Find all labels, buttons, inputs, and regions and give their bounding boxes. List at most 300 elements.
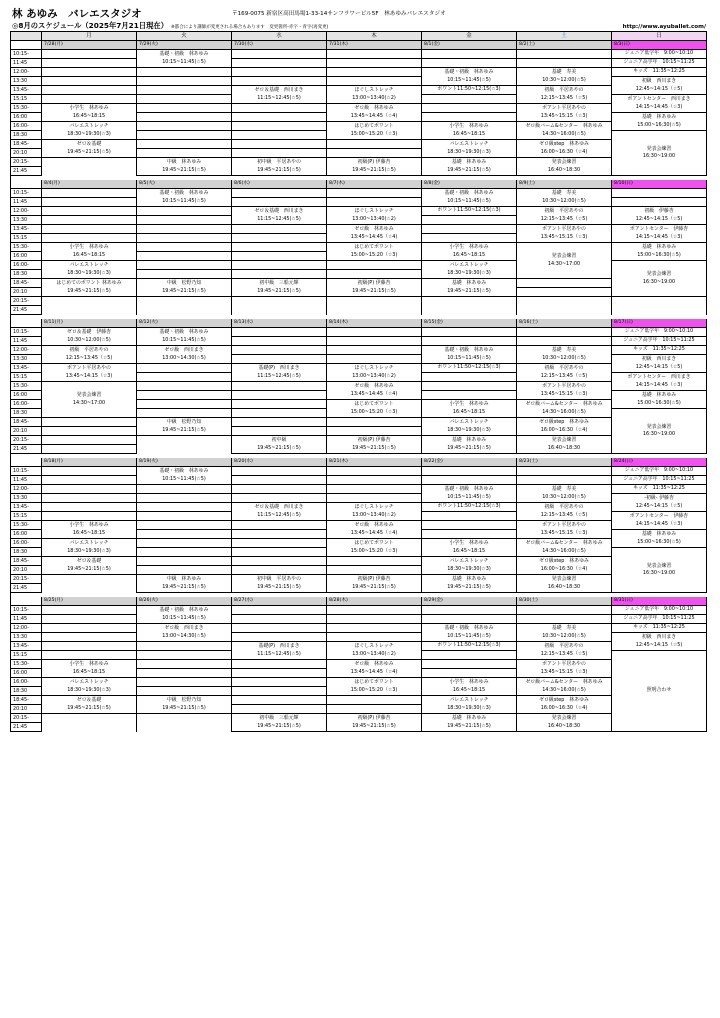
empty-slot xyxy=(42,95,136,104)
day-header-cell: 火 xyxy=(137,32,232,41)
time-slot-label: 15:15 xyxy=(11,373,41,382)
class-entry-line: 15:00~15:20（☆3) xyxy=(350,686,398,693)
class-entry[interactable] xyxy=(612,68,706,77)
class-entry[interactable] xyxy=(327,158,421,176)
class-entry[interactable] xyxy=(422,485,516,503)
class-entry[interactable] xyxy=(42,243,136,261)
empty-slot xyxy=(232,521,326,530)
empty-slot xyxy=(232,337,326,346)
class-entry-line: 13:00~13:40(☆2) xyxy=(352,94,396,101)
class-entry[interactable] xyxy=(517,243,611,279)
class-entry[interactable] xyxy=(517,346,611,364)
class-entry[interactable] xyxy=(327,225,421,243)
class-entry[interactable] xyxy=(517,207,611,225)
class-entry-line: 13:00~13:40(☆2) xyxy=(352,215,396,222)
class-entry-line: 10:15~11:45(☆5) xyxy=(447,76,491,83)
class-entry[interactable] xyxy=(612,633,706,651)
empty-slot xyxy=(137,409,231,418)
empty-slot xyxy=(422,59,516,68)
class-entry-line: 発表会練習 xyxy=(551,159,577,165)
class-entry[interactable] xyxy=(42,696,136,714)
empty-slot xyxy=(517,288,611,297)
empty-slot xyxy=(422,95,516,104)
class-entry[interactable] xyxy=(422,122,516,140)
class-entry[interactable] xyxy=(612,409,706,454)
class-entry-line: 基礎 林あゆみ xyxy=(641,114,677,120)
empty-slot xyxy=(422,512,516,521)
class-entry[interactable] xyxy=(42,382,136,418)
class-entry-line: 13:00~13:40(☆2) xyxy=(352,650,396,657)
class-entry[interactable] xyxy=(612,113,706,131)
time-slot-label: 13:30 xyxy=(11,355,41,364)
class-entry-line: 発表会練習 xyxy=(646,145,672,152)
day-column xyxy=(327,41,422,176)
class-entry[interactable] xyxy=(42,678,136,696)
class-entry-line: 19:45~21:15(☆5) xyxy=(352,444,396,451)
class-entry[interactable] xyxy=(422,189,516,207)
class-entry[interactable] xyxy=(422,575,516,593)
empty-slot xyxy=(422,382,516,391)
date-cell: 8/12(火) xyxy=(137,319,231,328)
class-entry[interactable] xyxy=(517,382,611,400)
class-entry-line: 基礎・初級 林あゆみ xyxy=(159,607,209,613)
class-entry-line: 10:15~11:45(☆5) xyxy=(447,354,491,361)
class-entry-line: 基礎・初級 林あゆみ xyxy=(444,190,494,196)
class-entry[interactable] xyxy=(517,678,611,696)
date-cell: 8/3(日) xyxy=(612,41,706,50)
empty-slot xyxy=(327,261,421,270)
class-entry[interactable] xyxy=(422,400,516,418)
website-link[interactable]: http://www.ayuballet.com/ xyxy=(622,24,706,30)
class-entry-line: ゼロ＆基礎 西川まき xyxy=(254,87,304,93)
class-entry[interactable] xyxy=(517,624,611,642)
class-entry[interactable] xyxy=(42,328,136,346)
class-entry[interactable] xyxy=(232,207,326,225)
class-entry-line: ポワント11:50~12:15(☆3) xyxy=(437,642,501,649)
class-entry-line: はじめてポワント xyxy=(354,123,394,129)
class-entry[interactable] xyxy=(517,485,611,503)
class-entry[interactable] xyxy=(327,642,421,660)
empty-slot xyxy=(137,391,231,400)
empty-slot xyxy=(327,189,421,198)
empty-slot xyxy=(232,382,326,391)
empty-slot xyxy=(232,391,326,400)
class-entry[interactable] xyxy=(42,364,136,382)
day-column xyxy=(422,41,517,176)
class-entry-line: 初級 西川まき xyxy=(641,78,677,84)
class-entry[interactable] xyxy=(612,50,706,59)
class-entry[interactable] xyxy=(612,346,706,355)
class-entry[interactable] xyxy=(612,59,706,68)
day-column xyxy=(327,458,422,593)
date-cell: 8/7(木) xyxy=(327,180,421,189)
class-entry[interactable] xyxy=(422,86,516,95)
empty-slot xyxy=(232,409,326,418)
empty-slot xyxy=(42,68,136,77)
empty-slot xyxy=(232,189,326,198)
empty-slot xyxy=(422,234,516,243)
week-block xyxy=(11,597,707,732)
class-entry[interactable] xyxy=(327,539,421,557)
class-entry[interactable] xyxy=(422,140,516,158)
empty-slot xyxy=(327,328,421,337)
empty-slot xyxy=(232,104,326,113)
class-entry[interactable] xyxy=(612,651,706,732)
date-cell: 8/28(木) xyxy=(327,597,421,606)
class-entry[interactable] xyxy=(612,391,706,409)
empty-slot xyxy=(422,521,516,530)
class-entry-line: ゼロ級バーム&センター 林あゆみ xyxy=(525,401,603,407)
class-entry[interactable] xyxy=(612,494,706,512)
class-entry-line: 中級 林あゆみ xyxy=(166,159,202,165)
class-entry-line: ほぐしストレッチ xyxy=(354,87,394,93)
class-entry[interactable] xyxy=(137,279,231,297)
class-entry[interactable] xyxy=(42,521,136,539)
class-entry-line: 18:30~19:30(☆3) xyxy=(67,269,111,276)
time-slot-label: 11:45 xyxy=(11,615,41,624)
class-entry[interactable] xyxy=(137,158,231,176)
class-entry-line: 14:15~14:45（☆3) xyxy=(635,233,683,240)
class-entry[interactable] xyxy=(517,642,611,660)
class-entry-line: 15:00~16:30(☆5) xyxy=(637,538,681,545)
time-slot-label: 16:00 xyxy=(11,391,41,400)
class-entry-line: 19:45~21:15(☆5) xyxy=(67,287,111,294)
class-entry[interactable] xyxy=(517,104,611,122)
class-entry[interactable] xyxy=(137,50,231,68)
class-entry[interactable] xyxy=(422,207,516,216)
class-entry[interactable] xyxy=(232,642,326,660)
class-entry-line: 19:45~21:15(☆5) xyxy=(352,166,396,173)
class-entry[interactable] xyxy=(232,503,326,521)
day-column xyxy=(137,41,232,176)
class-entry[interactable] xyxy=(232,364,326,382)
class-entry[interactable] xyxy=(137,624,231,642)
class-entry[interactable] xyxy=(517,400,611,418)
class-entry[interactable] xyxy=(42,122,136,140)
class-entry[interactable] xyxy=(327,243,421,261)
class-entry[interactable] xyxy=(517,68,611,86)
class-entry[interactable] xyxy=(612,548,706,593)
class-entry[interactable] xyxy=(137,346,231,364)
class-entry[interactable] xyxy=(422,642,516,651)
class-entry[interactable] xyxy=(517,539,611,557)
class-entry[interactable] xyxy=(517,557,611,575)
empty-slot xyxy=(137,566,231,575)
class-entry[interactable] xyxy=(327,714,421,732)
class-entry[interactable] xyxy=(327,575,421,593)
class-entry[interactable] xyxy=(327,86,421,104)
class-entry[interactable] xyxy=(137,575,231,593)
time-date-spacer xyxy=(11,458,41,467)
class-entry[interactable] xyxy=(517,122,611,140)
class-entry[interactable] xyxy=(612,624,706,633)
class-entry[interactable] xyxy=(422,436,516,454)
class-entry-line: 16:40~18:30 xyxy=(547,583,581,590)
class-entry[interactable] xyxy=(517,86,611,104)
class-entry-line: 13:45~15:15（☆3) xyxy=(540,529,588,536)
class-entry-line: ゼロ級step 林あゆみ xyxy=(539,141,589,147)
empty-slot xyxy=(137,539,231,548)
class-entry[interactable] xyxy=(612,485,706,494)
class-entry[interactable] xyxy=(517,575,611,593)
date-cell: 8/25(月) xyxy=(42,597,136,606)
empty-slot xyxy=(137,400,231,409)
class-entry-line: 発表会練習 xyxy=(551,576,577,582)
class-entry-line: 中級 林あゆみ xyxy=(166,576,202,582)
empty-slot xyxy=(422,530,516,539)
class-entry[interactable] xyxy=(422,696,516,714)
class-entry[interactable] xyxy=(327,660,421,678)
empty-slot xyxy=(232,660,326,669)
date-cell: 8/30(土) xyxy=(517,597,611,606)
class-entry[interactable] xyxy=(422,557,516,575)
day-header-cell: 土 xyxy=(517,32,612,41)
empty-slot xyxy=(232,530,326,539)
empty-slot xyxy=(137,651,231,660)
empty-slot xyxy=(137,485,231,494)
date-cell: 8/24(日) xyxy=(612,458,706,467)
class-entry[interactable] xyxy=(327,279,421,297)
class-entry[interactable] xyxy=(42,660,136,678)
class-entry-line: ポアントセンター 西川まき xyxy=(627,374,691,380)
class-entry-line: 小学生 林あゆみ xyxy=(449,401,489,407)
class-entry[interactable] xyxy=(327,104,421,122)
class-entry[interactable] xyxy=(422,714,516,732)
class-entry[interactable] xyxy=(327,436,421,454)
class-entry[interactable] xyxy=(612,606,706,615)
class-entry[interactable] xyxy=(422,261,516,279)
class-entry[interactable] xyxy=(612,337,706,346)
class-entry[interactable] xyxy=(612,243,706,261)
date-cell: 8/19(火) xyxy=(137,458,231,467)
class-entry-line: 15:00~15:20（☆3) xyxy=(350,251,398,258)
class-entry-line: 16:45~18:15 xyxy=(72,529,106,536)
class-entry[interactable] xyxy=(517,660,611,678)
day-column xyxy=(42,597,137,732)
empty-slot xyxy=(137,512,231,521)
empty-slot xyxy=(137,68,231,77)
class-entry[interactable] xyxy=(517,714,611,732)
empty-slot xyxy=(422,660,516,669)
class-entry[interactable] xyxy=(517,696,611,714)
date-cell: 8/6(水) xyxy=(232,180,326,189)
class-entry-line: 18:30~19:30(☆3) xyxy=(447,565,491,572)
day-column xyxy=(422,458,517,593)
class-entry[interactable] xyxy=(42,539,136,557)
class-entry[interactable] xyxy=(612,373,706,391)
day-column xyxy=(42,319,137,454)
class-entry[interactable] xyxy=(612,131,706,176)
empty-slot xyxy=(517,328,611,337)
class-entry-line: 13:45~14:15（☆3) xyxy=(65,372,113,379)
class-entry-line: ほぐしストレッチ xyxy=(354,643,394,649)
empty-slot xyxy=(232,252,326,261)
empty-slot xyxy=(232,50,326,59)
class-entry[interactable] xyxy=(42,279,136,297)
class-entry[interactable] xyxy=(137,696,231,714)
class-entry-line: 13:00~13:40(☆2) xyxy=(352,372,396,379)
empty-slot xyxy=(137,86,231,95)
class-entry[interactable] xyxy=(517,225,611,243)
class-entry-line: ポアント平居あやの xyxy=(542,105,586,111)
class-entry[interactable] xyxy=(422,539,516,557)
class-entry[interactable] xyxy=(232,279,326,297)
class-entry[interactable] xyxy=(422,346,516,364)
class-entry[interactable] xyxy=(422,418,516,436)
time-slot-label: 16:00 xyxy=(11,252,41,261)
time-slot-label: 18:45- xyxy=(11,418,41,427)
class-entry[interactable] xyxy=(612,95,706,113)
empty-slot xyxy=(42,642,136,651)
class-entry[interactable] xyxy=(517,158,611,176)
class-entry[interactable] xyxy=(612,261,706,297)
class-entry[interactable] xyxy=(422,68,516,86)
class-entry[interactable] xyxy=(517,521,611,539)
date-cell: 7/28(月) xyxy=(42,41,136,50)
empty-slot xyxy=(327,615,421,624)
class-entry[interactable] xyxy=(422,678,516,696)
empty-slot xyxy=(517,337,611,346)
class-entry[interactable] xyxy=(422,279,516,297)
class-entry-line: 19:45~21:15(☆5) xyxy=(352,722,396,729)
class-entry[interactable] xyxy=(612,77,706,95)
class-entry[interactable] xyxy=(517,436,611,454)
class-entry[interactable] xyxy=(232,714,326,732)
class-entry[interactable] xyxy=(422,158,516,176)
class-entry[interactable] xyxy=(327,521,421,539)
class-entry[interactable] xyxy=(42,140,136,158)
class-entry[interactable] xyxy=(137,606,231,624)
class-entry-line: ジュニア高学年 10:15~11:25 xyxy=(623,615,695,622)
class-entry[interactable] xyxy=(612,530,706,548)
class-entry-line: バレエストレッチ xyxy=(69,262,109,268)
class-entry[interactable] xyxy=(517,140,611,158)
class-entry[interactable] xyxy=(42,346,136,364)
class-entry-line: 14:30~16:00(☆5) xyxy=(542,547,586,554)
class-entry[interactable] xyxy=(327,503,421,521)
class-entry-line: 14:30~16:00(☆5) xyxy=(542,130,586,137)
class-entry-line: 16:30~19:00 xyxy=(642,570,676,576)
day-column xyxy=(137,319,232,454)
date-cell: 8/2(土) xyxy=(517,41,611,50)
class-entry[interactable] xyxy=(612,467,706,476)
class-entry[interactable] xyxy=(137,189,231,207)
class-entry[interactable] xyxy=(327,678,421,696)
class-entry-line: -初級- 伊藤杏 xyxy=(644,495,674,501)
time-slot-label: 15:30- xyxy=(11,521,41,530)
class-entry[interactable] xyxy=(137,418,231,436)
class-entry[interactable] xyxy=(42,104,136,122)
class-entry[interactable] xyxy=(517,418,611,436)
class-entry-line: 13:00~13:40(☆2) xyxy=(352,511,396,518)
class-entry[interactable] xyxy=(232,436,326,454)
empty-slot xyxy=(137,207,231,216)
empty-slot xyxy=(137,225,231,234)
class-entry[interactable] xyxy=(327,207,421,225)
class-entry[interactable] xyxy=(422,503,516,512)
class-entry-line: ジュニア高学年 10:15~11:25 xyxy=(623,59,695,66)
class-entry-line: 10:15~11:45(☆5) xyxy=(162,475,206,482)
day-column xyxy=(612,597,707,732)
time-slot-label: 12:00- xyxy=(11,485,41,494)
class-entry-line: 14:15~14:45（☆3) xyxy=(635,520,683,527)
class-entry[interactable] xyxy=(327,122,421,140)
class-entry-line: バレエストレッチ xyxy=(449,697,489,703)
class-entry-line: ゼロ＆基礎 xyxy=(76,697,102,703)
class-entry[interactable] xyxy=(612,225,706,243)
class-entry[interactable] xyxy=(612,512,706,530)
day-header-cell: 木 xyxy=(327,32,422,41)
class-entry[interactable] xyxy=(612,328,706,337)
class-entry-line: 小学生 林あゆみ xyxy=(449,540,489,546)
class-entry-line: 基礎・初級 林あゆみ xyxy=(444,347,494,353)
empty-slot xyxy=(517,467,611,476)
day-column xyxy=(42,458,137,593)
studio-address: 〒169-0075 新宿区高田馬場1-33-14サンフラワービル5F 林あゆみバレエスタジオ xyxy=(232,11,446,17)
class-entry[interactable] xyxy=(137,328,231,346)
empty-slot xyxy=(42,427,136,436)
class-entry[interactable] xyxy=(232,86,326,104)
class-entry-line: キッズ 11:35~12:25 xyxy=(633,485,685,492)
class-entry[interactable] xyxy=(517,189,611,207)
empty-slot xyxy=(232,476,326,485)
class-entry[interactable] xyxy=(327,400,421,418)
class-entry[interactable] xyxy=(42,261,136,279)
class-entry-line: 基礎 林あゆみ xyxy=(451,159,487,165)
empty-slot xyxy=(422,373,516,382)
day-column xyxy=(327,597,422,732)
class-entry[interactable] xyxy=(612,615,706,624)
empty-slot xyxy=(232,548,326,557)
empty-slot xyxy=(137,252,231,261)
day-column xyxy=(232,41,327,176)
class-entry-line: 発表会練習 xyxy=(551,715,577,721)
class-entry[interactable] xyxy=(232,575,326,593)
class-entry[interactable] xyxy=(612,355,706,373)
time-slot-label: 18:45- xyxy=(11,696,41,705)
empty-slot xyxy=(42,503,136,512)
class-entry[interactable] xyxy=(327,382,421,400)
empty-slot xyxy=(517,59,611,68)
time-slot-label: 15:15 xyxy=(11,512,41,521)
class-entry[interactable] xyxy=(422,364,516,373)
class-entry-line: 発表会練習 xyxy=(646,562,672,569)
empty-slot xyxy=(422,328,516,337)
class-entry[interactable] xyxy=(517,364,611,382)
time-slot-label: 18:30 xyxy=(11,687,41,696)
empty-slot xyxy=(42,436,136,445)
class-entry-line: 初級 平居あやの xyxy=(69,347,109,353)
class-entry[interactable] xyxy=(137,467,231,485)
class-entry[interactable] xyxy=(42,557,136,575)
empty-slot xyxy=(232,606,326,615)
class-entry[interactable] xyxy=(422,243,516,261)
time-column xyxy=(11,41,42,176)
class-entry[interactable] xyxy=(517,503,611,521)
class-entry[interactable] xyxy=(612,207,706,225)
day-column xyxy=(517,180,612,315)
class-entry[interactable] xyxy=(232,158,326,176)
class-entry-line: 中級 松野乃知 xyxy=(166,697,202,703)
class-entry-line: 基礎 林あゆみ xyxy=(641,244,677,250)
class-entry[interactable] xyxy=(327,364,421,382)
class-entry[interactable] xyxy=(612,476,706,485)
date-cell: 8/22(金) xyxy=(422,458,516,467)
date-cell: 8/9(土) xyxy=(517,180,611,189)
class-entry[interactable] xyxy=(422,624,516,642)
time-slot-label: 10:15- xyxy=(11,189,41,198)
empty-slot xyxy=(42,198,136,207)
